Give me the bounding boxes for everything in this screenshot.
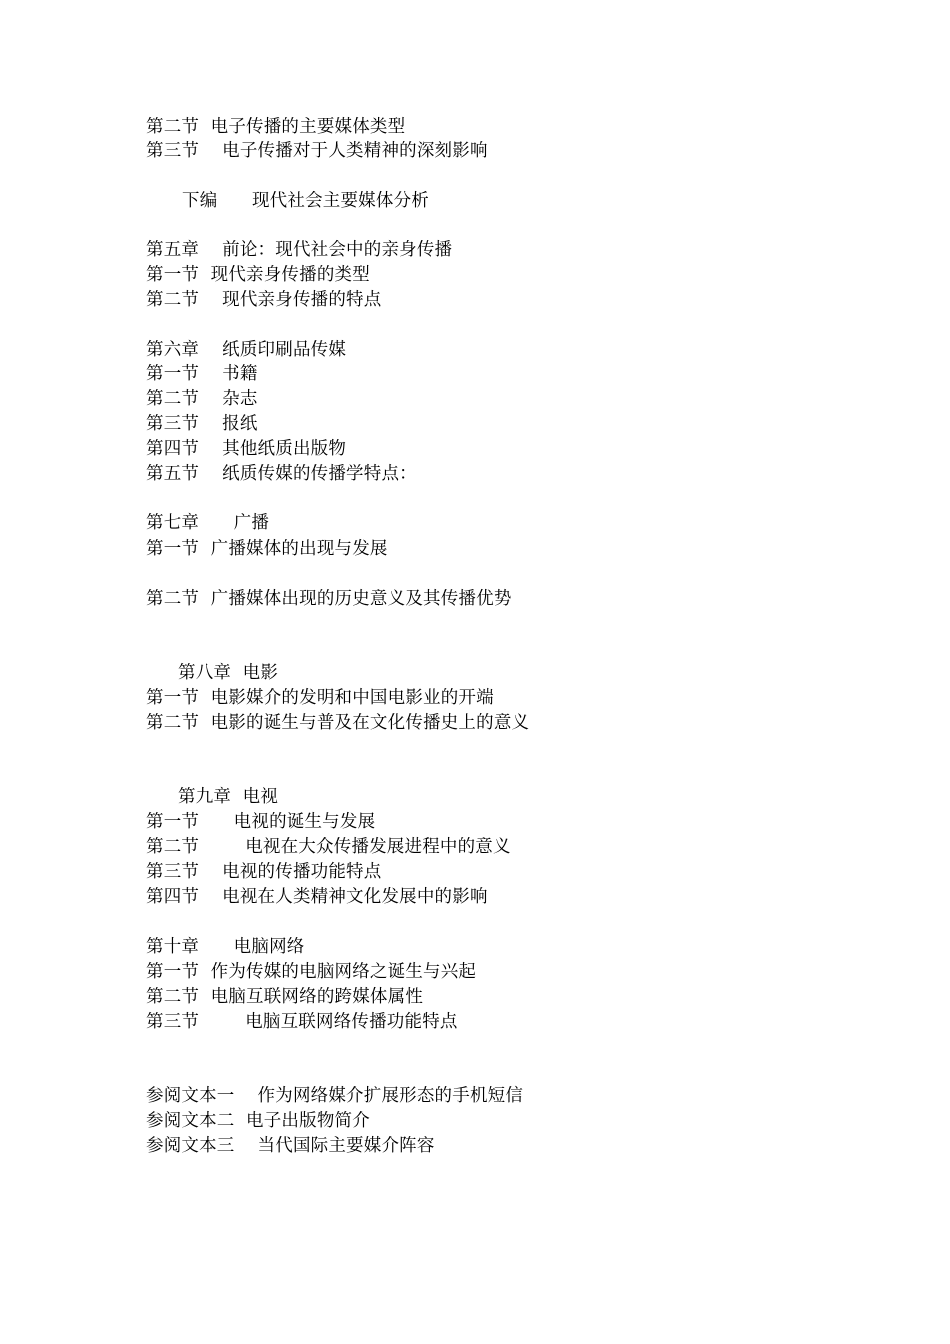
toc-line: 第三节 电视的传播功能特点 — [146, 862, 382, 882]
toc-line: 第二节 电子传播的主要媒体类型 — [146, 117, 406, 137]
toc-line: 第三节 报纸 — [146, 414, 258, 434]
toc-line: 第一节 现代亲身传播的类型 — [146, 265, 370, 285]
toc-line: 第一节 广播媒体的出现与发展 — [146, 539, 388, 559]
toc-line: 第二节 广播媒体出现的历史意义及其传播优势 — [146, 589, 512, 609]
appendix-line: 参阅文本二 电子出版物简介 — [146, 1111, 370, 1131]
toc-line: 第二节 电影的诞生与普及在文化传播史上的意义 — [146, 713, 530, 733]
toc-line: 第四节 其他纸质出版物 — [146, 439, 347, 459]
chapter-heading: 第五章 前论：现代社会中的亲身传播 — [146, 240, 453, 260]
toc-line: 第二节 杂志 — [146, 389, 258, 409]
toc-line: 第三节 电脑互联网络传播功能特点 — [146, 1012, 458, 1032]
toc-line: 第二节 电视在大众传播发展进程中的意义 — [146, 837, 511, 857]
part-heading: 下编 现代社会主要媒体分析 — [182, 191, 429, 211]
chapter-heading: 第八章 电影 — [178, 663, 279, 683]
toc-line: 第一节 电影媒介的发明和中国电影业的开端 — [146, 688, 494, 708]
chapter-heading: 第七章 广播 — [146, 513, 270, 533]
toc-line: 第三节 电子传播对于人类精神的深刻影响 — [146, 141, 488, 161]
appendix-line: 参阅文本三 当代国际主要媒介阵容 — [146, 1136, 435, 1156]
toc-line: 第一节 电视的诞生与发展 — [146, 812, 376, 832]
toc-line: 第二节 现代亲身传播的特点 — [146, 290, 382, 310]
toc-line: 第五节 纸质传媒的传播学特点： — [146, 464, 417, 484]
chapter-heading: 第六章 纸质印刷品传媒 — [146, 340, 347, 360]
toc-line: 第一节 书籍 — [146, 364, 258, 384]
chapter-heading: 第十章 电脑网络 — [146, 937, 305, 957]
toc-line: 第一节 作为传媒的电脑网络之诞生与兴起 — [146, 962, 477, 982]
toc-line: 第四节 电视在人类精神文化发展中的影响 — [146, 887, 488, 907]
appendix-line: 参阅文本一 作为网络媒介扩展形态的手机短信 — [146, 1086, 524, 1106]
chapter-heading: 第九章 电视 — [178, 787, 279, 807]
toc-line: 第二节 电脑互联网络的跨媒体属性 — [146, 987, 424, 1007]
